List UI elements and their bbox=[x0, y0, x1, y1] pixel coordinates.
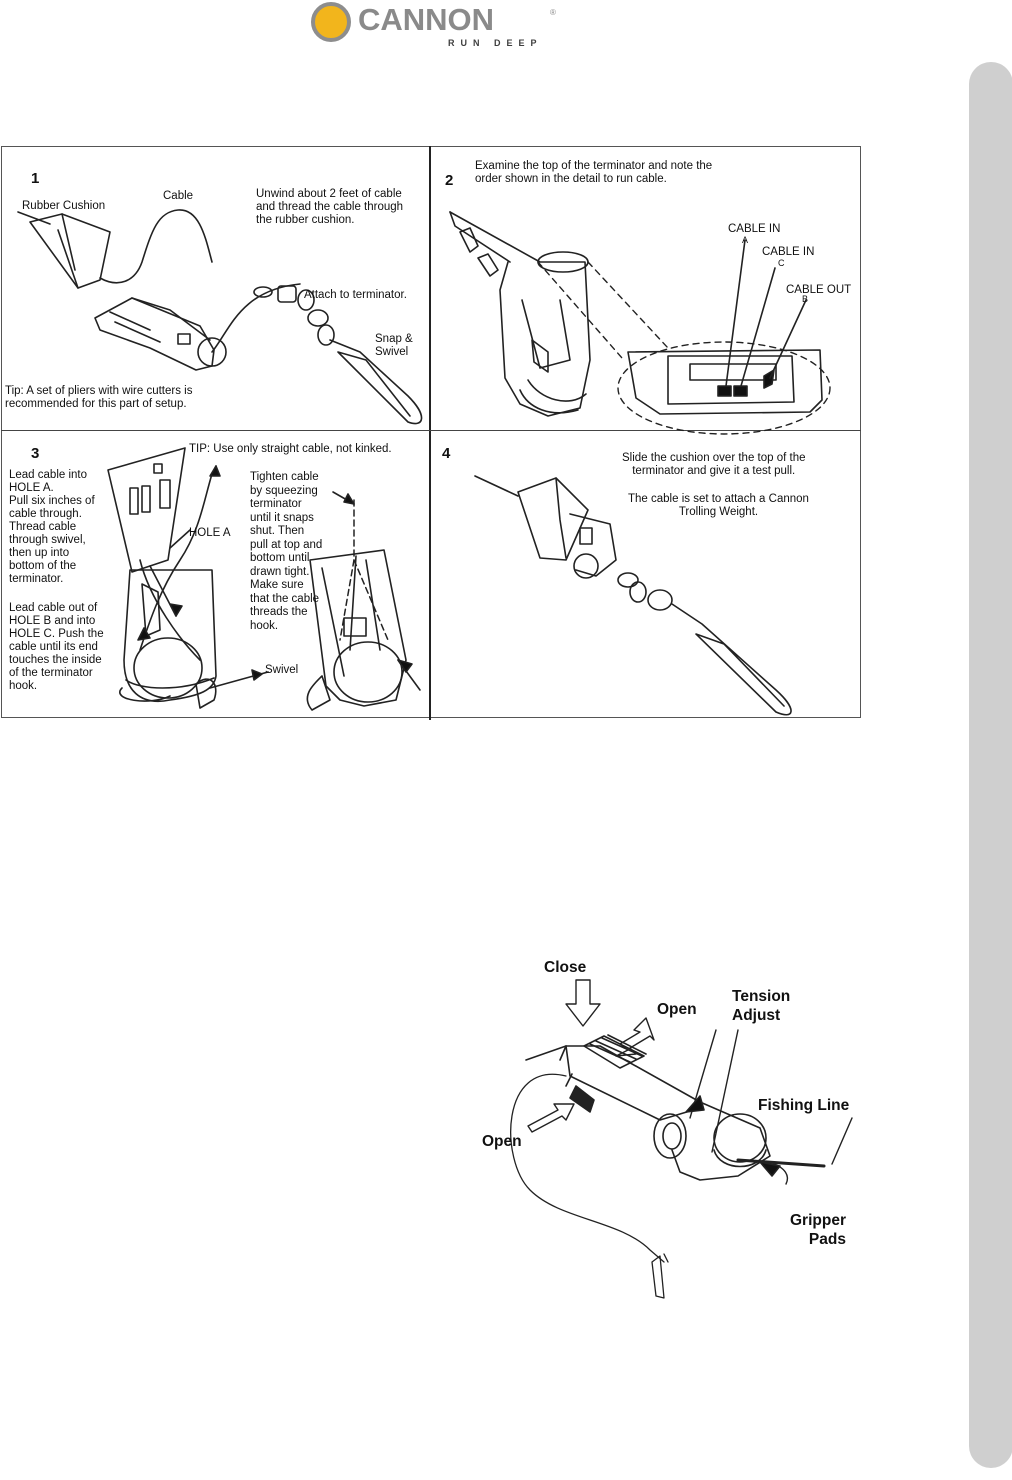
release-close-label: Close bbox=[544, 959, 587, 976]
step2-letter-b: B bbox=[802, 294, 809, 304]
step3-lead-hole-a: Lead cable into HOLE A. Pull six inches of cable through. Thread cable through swivel, then up into bottom of the terminator. bbox=[9, 469, 95, 585]
release-fishing-line-label: Fishing Line bbox=[758, 1097, 850, 1114]
release-open-arrow-left bbox=[528, 1104, 574, 1132]
release-open-left-label: Open bbox=[482, 1133, 522, 1150]
step4-set-instruction: The cable is set to attach a Cannon Trolling Weight. bbox=[628, 493, 809, 518]
step1-cable-illustration bbox=[100, 210, 212, 283]
step3-tighten-instruction: Tighten cable by squeezing terminator until it snaps shut. Then pull at top and bottom until drawn tight. Make sure that the cable threads the hook. bbox=[250, 471, 323, 632]
step1-instruction: Unwind about 2 feet of cable and thread the cable through the rubber cushion. bbox=[256, 188, 404, 226]
step1-terminator-illustration bbox=[95, 284, 300, 370]
step4-number: 4 bbox=[442, 445, 451, 462]
step2-terminator-illustration bbox=[450, 212, 590, 416]
step2-cable-in-c-label: CABLE IN bbox=[762, 246, 815, 258]
step2-detail-illustration bbox=[628, 240, 822, 414]
step3-dashed-cable bbox=[340, 500, 388, 640]
logo-tagline: RUN DEEP bbox=[448, 38, 543, 48]
step3-lead-hole-b: Lead cable out of HOLE B and into HOLE C. Push the cable until its end touches the inside of the terminator hook. bbox=[9, 602, 104, 692]
logo-trademark: ® bbox=[550, 8, 556, 17]
step2-letter-a: A bbox=[742, 235, 749, 245]
step3-terminator-illustration bbox=[108, 448, 268, 708]
release-close-arrow bbox=[566, 980, 600, 1026]
release-gripper-pads-label: Gripper Pads bbox=[790, 1212, 846, 1248]
logo-wordmark: CANNON bbox=[358, 2, 495, 37]
step1-label-rubber-cushion: Rubber Cushion bbox=[22, 200, 106, 212]
step1-attach-label: Attach to terminator. bbox=[304, 289, 407, 301]
step3-number: 3 bbox=[31, 445, 40, 462]
step3-hole-a-label: HOLE A bbox=[189, 527, 231, 539]
step2-letter-c: C bbox=[778, 258, 785, 268]
step2-number: 2 bbox=[445, 172, 454, 189]
step1-snap-swivel-label: Snap & Swivel bbox=[375, 333, 413, 358]
release-body-illustration bbox=[526, 1035, 770, 1180]
step2-cable-out-b-label: CABLE OUT bbox=[786, 284, 852, 296]
step1-label-cable: Cable bbox=[163, 190, 194, 202]
step1-number: 1 bbox=[31, 170, 40, 187]
step2-instruction: Examine the top of the terminator and note the order shown in the detail to run cable. bbox=[475, 160, 713, 185]
release-open-top-label: Open bbox=[657, 1001, 697, 1018]
step1-tip: Tip: A set of pliers with wire cutters is recommended for this part of setup. bbox=[5, 385, 193, 410]
release-tension-adjust-label: Tension Adjust bbox=[732, 988, 791, 1024]
release-open-arrow-top bbox=[616, 1018, 654, 1056]
step1-rubber-cushion-illustration bbox=[18, 212, 110, 288]
step3-tighten-illustration bbox=[307, 550, 420, 710]
step4-slide-instruction: Slide the cushion over the top of the terminator and give it a test pull. bbox=[622, 452, 806, 477]
step2-cable-in-a-label: CABLE IN bbox=[728, 223, 781, 235]
step3-swivel-label: Swivel bbox=[265, 664, 299, 676]
step3-tip: TIP: Use only straight cable, not kinked. bbox=[189, 443, 392, 455]
